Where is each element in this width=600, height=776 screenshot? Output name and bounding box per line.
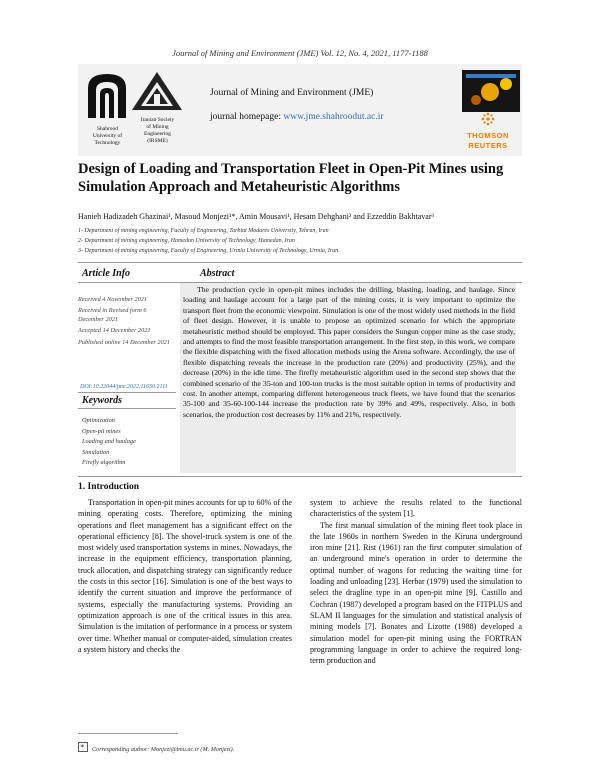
corresponding-author: Corresponding author: Monjezi@tmu.ac.ir (M. Monjezi). [92,746,235,753]
paper-title: Design of Loading and Transportation Fleet in Open-Pit Mines using Simulation Approach and Metaheuristic Algorithms [78,161,504,195]
keyword: Simulation [82,448,110,456]
svg-text:*: * [80,743,85,752]
article-info-heading: Article Info [82,268,131,279]
society-name-line: Engineering [144,131,171,137]
affiliation: 2- Department of mining engineering, Hamedan University of Technology, Hamedan, Iran [78,238,295,244]
university-name-line: Technology [94,140,121,146]
university-name-line: Shahrood [96,126,119,132]
affiliation: 3- Department of mining engineering, Faculty of Engineering, Urmia University of Technology, Urmia, Iran [78,248,339,254]
society-logo [130,70,185,155]
journal-name: Journal of Mining and Environment (JME) [210,88,374,98]
journal-cover-image [462,70,520,112]
society-name-line: (IRSME) [147,138,168,144]
accepted-date: Accepted 14 December 2021 [78,327,151,335]
triangle-emblem-icon [130,70,185,112]
abstract-body [183,285,515,420]
cover-art-icon [462,70,520,112]
abstract-paragraph: The production cycle in open-pit mines includes the drilling, blasting, loading, and haulage. Since loading and haulage account for a large part of the mining costs, it is very important to optimize the transport fleet from the economic viewpoint. Simulation is one of the most widely used methods in the field of fleet design. However, it is unable to propose an optimized scenario for which the appropriate metaheuristic method should be employed. This paper considers the Sungun copper mine as the case study, and attempts to find the most feasible transportation arrangement. In the first step, in this work, we compare the flexible dispatching with the fixed allocation methods using the Arena software. Accordingly, the use of flexible dispatching reveals the increase in the production rate (20%) and productivity (25%), and the decrease (20%) in the idle time. The firefly metaheuristic algorithm used in the second step shows that the combined scenario of the 35-ton and 100-ton trucks is the most suitable option in terms of productivity and cost. In another attempt, comparing different heterogeneous truck fleets, we have found that the scenarios 35-100 and 35-60-100-144 increase the production rate by 39% and 49%, respectively. Also, in both scenarios, the production cost decreases by 11% and 21%, respectively. [183,285,515,419]
journal-citation: Journal of Mining and Environment (JME) Vol. 12, No. 4, 2021, 1177-1188 [172,48,428,58]
abstract-heading: Abstract [200,268,235,279]
published-date: Published online 14 December 2021 [78,338,170,346]
divider [78,476,522,477]
article-dates [78,296,173,347]
keyword: Open-pit mines [82,427,121,435]
footnote-marker-icon [78,739,88,757]
keyword-list [82,416,177,469]
divider [78,392,176,393]
university-name-line: University of [92,133,123,139]
journal-homepage [210,112,384,122]
homepage-link[interactable]: www.jme.shahroodut.ac.ir [283,112,384,122]
keyword: Firefly algorithm [82,459,126,467]
footnote-divider [78,733,178,734]
affiliation: 1- Department of mining engineering, Faculty of Engineering, Tarbiat Modares University, Tehran, Iran [78,228,329,234]
section-heading: 1. Introduction [78,482,140,492]
publisher-name-line: REUTERS [468,141,508,150]
author-list: Hanieh Hadizadeh Ghazinai¹, Masoud Monjezi¹*, Amin Mousavi¹, Hesam Dehghani² and Ezzeddin Bakhtavar³ [78,212,434,221]
body-paragraph: system to achieve the results related to the functional characteristics of the system [1]. [310,498,522,519]
homepage-label: journal homepage: [210,112,284,122]
divider [78,408,176,409]
university-emblem-icon [80,70,135,120]
society-name-line: of Mining [146,124,169,130]
thomson-reuters-logo [454,112,522,151]
doi-link[interactable]: DOI:10.22044/jme.2022.11650.2111 [80,384,168,390]
keyword: Loading and haulage [82,438,136,446]
intro-right-column [310,497,522,666]
publisher-name-line: THOMSON [467,131,509,140]
keyword: Optimization [82,417,115,424]
revised-date: Received in Revised form 6 December 2021 [78,307,147,323]
received-date: Received 4 November 2021 [78,296,148,303]
divider [78,262,522,263]
reuters-dots-icon [481,112,495,126]
body-paragraph: The first manual simulation of the mining fleet took place in the late 1960s in northern Sweden in the Kiruna underground iron mine [21]. Rist (1961) ran the first computer simulation of an underground mine's operation in order to determine the optimal number of wagons for reducing the waiting time for loading and unloading [23]. Herbar (1979) used the simulation to select the dragline type in an open-pit mine [9]. Castillo and Cochran (1987) developed a program based on the FITPLUS and SLAM II languages for the simulation and statistical analysis of mining models [7]. Bonates and Lizotte (1988) developed a simulation model for open-pit mining using the FORTRAN programming language in order to achieve the required long-term production and [310,520,522,666]
body-paragraph: Transportation in open-pit mines accounts for up to 60% of the mining operating costs. Therefore, optimizing the mining operations and fleet management has a significant effect on the operational efficiency [8]. The shovel-truck system is one of the most widely used transportation systems in mines. Nowadays, the increase in the equipment efficiency, transportation planning, truck allocation, and dispatching strategy can significantly reduce the costs in this sector [16]. Simulation is one of the best ways to identify the current situation and improve the performance of systems, especially the manufacturing systems. Providing an optimization approach is one of the critical issues in this area. Simulation is the imitation of performance in a process or system over time. Whether manual or computer-aided, simulation creates a system history and checks the [78,498,292,654]
society-name-line: Iranian Society [140,117,175,123]
intro-left-column [78,497,292,655]
keywords-heading: Keywords [82,395,122,406]
